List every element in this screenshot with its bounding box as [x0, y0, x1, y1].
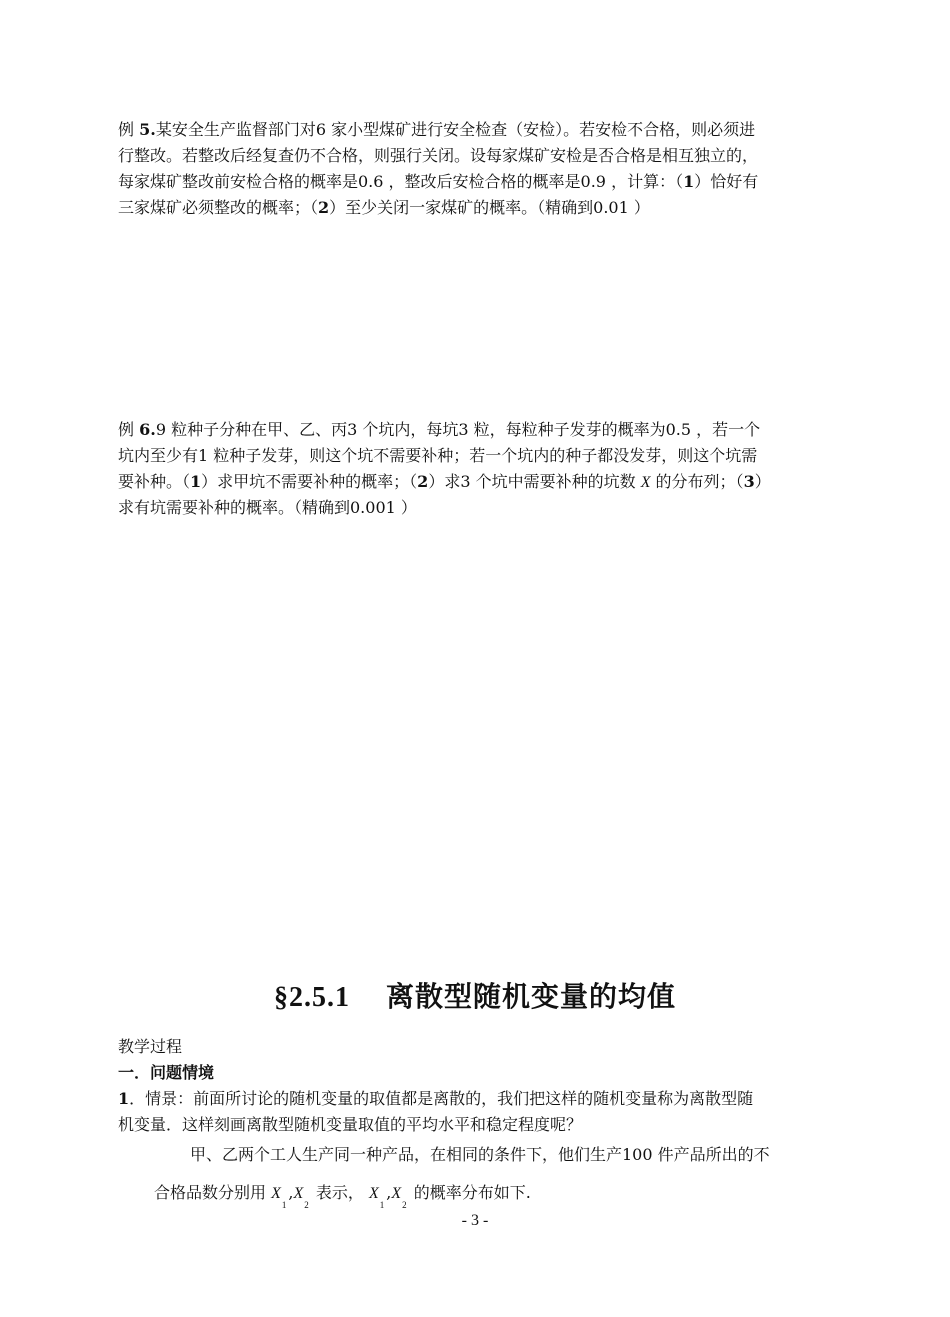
example-5 — [118, 117, 838, 221]
example-5-line-1: 例 5.某安全生产监督部门对6 家小型煤矿进行安全检查（安检）。若安检不合格，则必须进 — [118, 120, 756, 139]
lesson-body — [118, 1034, 838, 1210]
variable-x2: $X_2$ — [293, 1185, 309, 1210]
section-title-text: 离散型随机变量的均值 — [385, 980, 676, 1013]
example-5-line-3: 每家煤矿整改前安检合格的概率是0.6 ，整改后安检合格的概率是0.9 ，计算：（1）恰好有 — [118, 172, 759, 191]
variable-x: X — [640, 474, 651, 491]
example-6-line-1: 例 6.9 粒种子分种在甲、乙、丙3 个坑内，每坑3 粒，每粒种子发芽的概率为0.5 ，若一个 — [118, 420, 761, 439]
section-number: §2.5.1 — [273, 982, 350, 1013]
example-6-line-3: 要补种。（1）求甲坑不需要补种的概率；（2）求3 个坑中需要补种的坑数 X 的分布列；（3） — [118, 472, 771, 491]
teaching-process-label: 教学过程 — [118, 1037, 183, 1056]
example-5-line-2: 行整改。若整改后经复查仍不合格，则强行关闭。设每家煤矿安检是否合格是相互独立的， — [118, 146, 759, 165]
page-number: - 3 - — [461, 1212, 489, 1229]
section-title — [0, 975, 950, 1015]
item-1-line-2: 机变量．这样刻画离散型随机变量取值的平均水平和稳定程度呢？ — [118, 1115, 583, 1134]
variable-x1: $X_1$ — [271, 1185, 287, 1210]
paragraph-line-2: 合格品数分别用 $X_1,X_2$ 表示， $X_1,X_2$ 的概率分布如下. — [154, 1183, 531, 1210]
example-6-number: 6. — [139, 420, 156, 439]
example-5-number: 5. — [139, 120, 156, 139]
example-6-line-4: 求有坑需要补种的概率。（精确到0.001 ） — [118, 498, 417, 517]
paragraph-line-1: 甲、乙两个工人生产同一种产品，在相同的条件下，他们生产100 件产品所出的不 — [190, 1145, 770, 1164]
item-1-line-1: 1．情景：前面所讨论的随机变量的取值都是离散的，我们把这样的随机变量称为离散型随 — [118, 1089, 754, 1108]
variable-x2-b: $X_2$ — [391, 1185, 407, 1210]
example-6 — [118, 417, 838, 521]
variable-x1-b: $X_1$ — [368, 1185, 385, 1210]
problem-situation-heading: 一．问题情境 — [118, 1063, 215, 1082]
example-6-line-2: 坑内至少有1 粒种子发芽，则这个坑不需要补种；若一个坑内的种子都没发芽，则这个坑需 — [118, 446, 758, 465]
example-5-line-4: 三家煤矿必须整改的概率；（2）至少关闭一家煤矿的概率。（精确到0.01 ） — [118, 198, 650, 217]
